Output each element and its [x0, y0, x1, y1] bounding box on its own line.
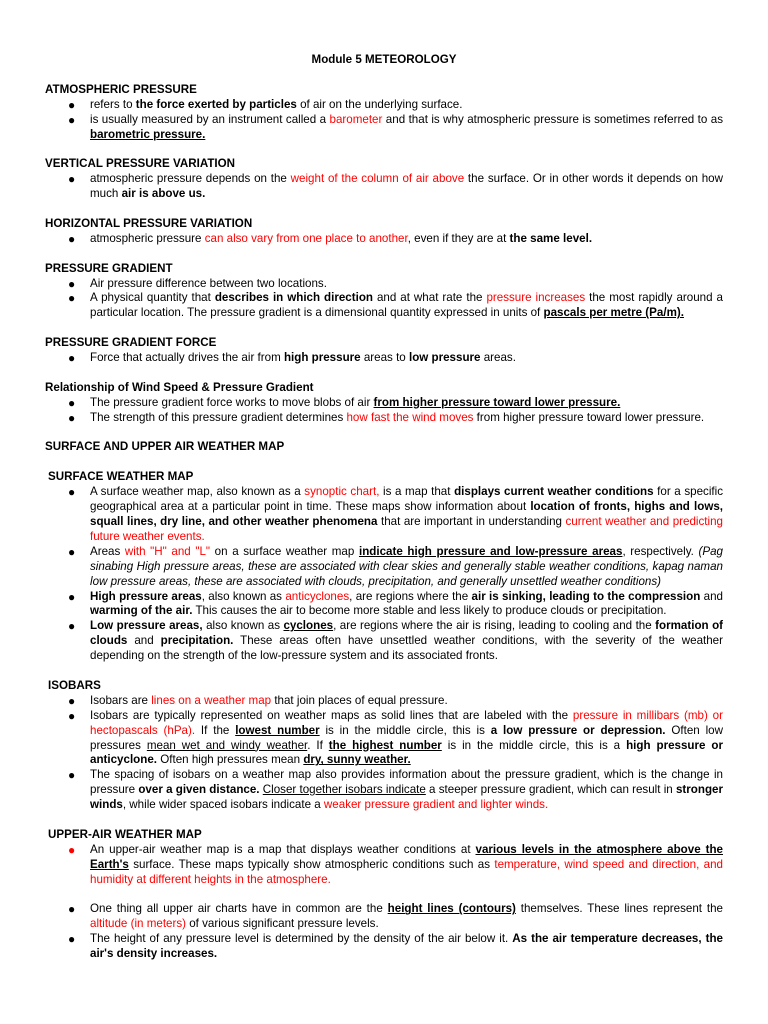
section-heading: SURFACE WEATHER MAP	[48, 470, 194, 484]
bullet-icon: ●	[68, 842, 76, 857]
text-run: precipitation.	[160, 634, 234, 648]
section	[45, 217, 723, 247]
text-run: barometer	[329, 112, 383, 126]
text-run: The strength of this pressure gradient determines	[90, 410, 347, 424]
bullet-item	[45, 843, 723, 888]
bullet-icon: ●	[68, 693, 76, 708]
text-run: high pressure	[283, 351, 361, 365]
text-run: pressure increases	[486, 291, 586, 305]
bullet-item	[45, 232, 723, 247]
bullet-item	[45, 411, 723, 426]
text-run: refers to	[90, 97, 136, 111]
text-run: The height of any pressure level is determined by the density of the air below it.	[90, 932, 513, 946]
section-heading: ISOBARS	[48, 678, 101, 692]
document-title: Module 5 METEOROLOGY	[311, 53, 457, 66]
text-run: the highest number	[328, 738, 442, 752]
section	[45, 336, 723, 366]
text-run: and that is why atmospheric pressure is sometimes referred to as	[382, 112, 724, 126]
text-run: and at what rate the	[373, 291, 487, 305]
text-run: low pressure	[408, 351, 481, 365]
bullet-item	[45, 694, 723, 709]
text-run: air is above us.	[121, 187, 206, 201]
text-run: lowest number	[235, 723, 320, 737]
document-page	[45, 53, 723, 977]
text-run: a steeper pressure gradient, which can result in	[425, 783, 676, 797]
text-run: weaker pressure gradient and lighter winds.	[323, 798, 549, 812]
text-run: current weather and predicting future weather events.	[90, 514, 723, 543]
bullet-item	[45, 932, 723, 962]
text-run: pressure in millibars (mb) or hectopascals (hPa).	[90, 708, 723, 737]
bullet-icon: ●	[68, 902, 76, 917]
text-run: of air on the underlying surface.	[296, 97, 463, 111]
text-run: . If	[307, 738, 329, 752]
bullet-list	[45, 98, 723, 143]
bullet-item	[45, 98, 723, 113]
text-run: synoptic chart,	[304, 485, 380, 499]
text-run: formation of clouds	[90, 619, 724, 648]
text-run: , also known as	[201, 589, 286, 603]
bullet-item	[45, 768, 723, 813]
text-run: and	[127, 634, 161, 648]
bullet-icon: ●	[68, 485, 76, 500]
text-run: As the air temperature decreases, the air's density increases.	[90, 932, 723, 961]
text-run: Closer together isobars indicate	[262, 783, 426, 797]
text-run: from higher pressure toward lower pressure.	[373, 395, 621, 409]
bullet-icon: ●	[68, 395, 76, 410]
bullet-list	[45, 277, 723, 322]
bullet-item	[45, 277, 723, 292]
text-run: This causes the air to become more stable and less likely to produce clouds or precipitation.	[192, 604, 667, 618]
text-run: , respectively.	[622, 544, 699, 558]
bullet-icon: ●	[68, 619, 76, 634]
section	[45, 262, 723, 322]
text-run: pascals per metre (Pa/m).	[543, 306, 684, 320]
section	[45, 157, 723, 202]
bullet-icon: ●	[68, 112, 76, 127]
bullet-item	[45, 590, 723, 620]
text-run: indicate high pressure and low-pressure areas	[358, 544, 623, 558]
bullet-icon: ●	[68, 768, 76, 783]
text-run: Isobars are	[90, 693, 152, 707]
text-run: temperature, wind speed and direction, and humidity at different heights in the atmosphere.	[90, 857, 723, 886]
bullet-item	[45, 709, 723, 769]
text-run: Force that actually drives the air from	[90, 351, 284, 365]
blank-line	[45, 888, 723, 903]
text-run: An upper-air weather map is a map that displays weather conditions at	[90, 842, 476, 856]
text-run: atmospheric pressure	[90, 231, 205, 245]
section	[45, 470, 723, 664]
text-run: , even if they are at	[407, 231, 510, 245]
bullet-icon: ●	[68, 172, 76, 187]
section-heading: PRESSURE GRADIENT FORCE	[45, 336, 217, 350]
text-run: cyclones	[283, 619, 334, 633]
bullet-icon: ●	[68, 291, 76, 306]
text-run: how fast the wind moves	[346, 410, 474, 424]
text-run: Air pressure difference between two locations.	[90, 276, 327, 290]
text-run: displays current weather conditions	[454, 485, 654, 499]
bullet-icon: ●	[68, 231, 76, 246]
text-run: The pressure gradient force works to move blobs of air	[90, 395, 374, 409]
text-run: is in the middle circle, this is	[319, 723, 491, 737]
bullet-icon: ●	[68, 276, 76, 291]
text-run: of various significant pressure levels.	[186, 917, 379, 931]
bullet-list	[45, 351, 723, 366]
bullet-icon: ●	[68, 97, 76, 112]
section-heading: SURFACE AND UPPER AIR WEATHER MAP	[45, 440, 285, 454]
text-run: stronger winds	[90, 783, 723, 812]
text-run: surface. These maps typically show atmospheric conditions such as	[128, 857, 495, 871]
text-run: high pressure or anticyclone.	[90, 738, 723, 767]
text-run: dry, sunny weather.	[303, 753, 411, 767]
text-run: The spacing of isobars on a weather map also provides information about the pressure gradient, which is the change in pressure	[90, 768, 723, 797]
document-body	[45, 83, 723, 962]
text-run: also known as	[202, 619, 284, 633]
text-run: altitude (in meters)	[90, 917, 187, 931]
text-run: atmospheric pressure depends on the	[90, 172, 291, 186]
text-run: warming of the air.	[90, 604, 193, 618]
text-run: Often high pressures mean	[157, 753, 304, 767]
bullet-item	[45, 545, 723, 590]
text-run: with "H" and "L"	[124, 544, 211, 558]
section-heading: HORIZONTAL PRESSURE VARIATION	[45, 216, 253, 230]
bullet-icon: ●	[68, 589, 76, 604]
bullet-item	[45, 485, 723, 545]
text-run: barometric pressure.	[90, 127, 206, 141]
section-heading: ATMOSPHERIC PRESSURE	[45, 82, 197, 96]
text-run: describes in which direction	[214, 291, 373, 305]
text-run: mean wet and windy weather	[146, 738, 308, 752]
section-heading: VERTICAL PRESSURE VARIATION	[45, 157, 236, 171]
text-run: height lines (contours)	[387, 902, 516, 916]
text-run: themselves. These lines represent the	[515, 902, 723, 916]
text-run: , are regions where the	[349, 589, 472, 603]
text-run: is in the middle circle, this is a	[441, 738, 627, 752]
section	[45, 381, 723, 426]
text-run: that are important in understanding	[377, 514, 566, 528]
text-run: If the	[195, 723, 236, 737]
text-run: for a specific geographical area at a particular point in time. These maps show information about	[90, 485, 723, 514]
text-run: lines on a weather map	[151, 693, 272, 707]
section	[45, 440, 723, 455]
bullet-icon: ●	[68, 544, 76, 559]
bullet-list	[45, 396, 723, 426]
text-run: that join places of equal pressure.	[271, 693, 448, 707]
text-run: is a map that	[379, 485, 455, 499]
section	[45, 828, 723, 962]
text-run: High pressure areas	[90, 589, 202, 603]
bullet-icon: ●	[68, 351, 76, 366]
text-run: , are regions where the air is rising, leading to cooling and the	[333, 619, 656, 633]
text-run: areas.	[480, 351, 516, 365]
text-run: and	[700, 589, 723, 603]
text-run: Low pressure areas,	[90, 619, 203, 633]
section	[45, 679, 723, 813]
text-run: can also vary from one place to another	[204, 231, 408, 245]
text-run: A surface weather map, also known as a	[90, 485, 305, 499]
section-heading: PRESSURE GRADIENT	[45, 261, 173, 275]
text-run: Isobars are typically represented on weather maps as solid lines that are labeled with the	[90, 708, 573, 722]
text-run: the surface. Or in other words it depends on how much	[90, 172, 723, 201]
bullet-icon: ●	[68, 410, 76, 425]
bullet-item	[45, 396, 723, 411]
bullet-icon: ●	[68, 932, 76, 947]
text-run: (Pag sinabing High pressure areas, these are associated with clear skies and generally stable weather conditions, kapag naman low pressure areas, these are associated with clouds, precipitation, and generally unsettled weather conditions)	[90, 544, 723, 588]
section	[45, 83, 723, 143]
bullet-list	[45, 694, 723, 813]
section-heading: UPPER-AIR WEATHER MAP	[48, 827, 202, 841]
text-run: Often low pressures	[90, 723, 723, 752]
text-run: location of fronts, highs and lows, squall lines, dry line, and other weather phenomena	[90, 500, 724, 528]
text-run: a low pressure or depression.	[490, 723, 666, 737]
text-run: over a given distance.	[138, 783, 260, 797]
bullet-list	[45, 232, 723, 247]
bullet-item	[45, 351, 723, 366]
text-run: , while wider spaced isobars indicate a	[122, 798, 324, 812]
text-run: air is sinking, leading to the compression	[471, 589, 701, 603]
bullet-list	[45, 485, 723, 664]
text-run: is usually measured by an instrument called a	[90, 112, 330, 126]
bullet-item	[45, 902, 723, 932]
text-run: on a surface weather map	[210, 544, 359, 558]
text-run: the same level.	[509, 231, 593, 245]
text-run: weight of the column of air above	[290, 172, 465, 186]
text-run: the most rapidly around a particular location. The pressure gradient is a dimensional quantity expressed in units of	[90, 291, 723, 320]
bullet-list	[45, 172, 723, 202]
text-run: A physical quantity that	[90, 291, 215, 305]
text-run: These areas often have unsettled weather conditions, with the severity of the weather depending on the strength of the low-pressure system and its associated fronts.	[90, 634, 723, 663]
bullet-item	[45, 291, 723, 321]
text-run: from higher pressure toward lower pressure.	[473, 410, 705, 424]
text-run: Areas	[90, 544, 125, 558]
bullet-list	[45, 843, 723, 962]
bullet-icon: ●	[68, 708, 76, 723]
text-run: One thing all upper air charts have in common are the	[90, 902, 388, 916]
section-heading: Relationship of Wind Speed & Pressure Gradient	[45, 380, 314, 394]
text-run: various levels in the atmosphere above the Earth's	[90, 842, 723, 871]
bullet-item	[45, 172, 723, 202]
text-run: the force exerted by particles	[135, 97, 297, 111]
text-run: areas to	[360, 351, 409, 365]
bullet-item	[45, 113, 723, 143]
text-run: anticyclones	[285, 589, 350, 603]
bullet-item	[45, 619, 723, 664]
